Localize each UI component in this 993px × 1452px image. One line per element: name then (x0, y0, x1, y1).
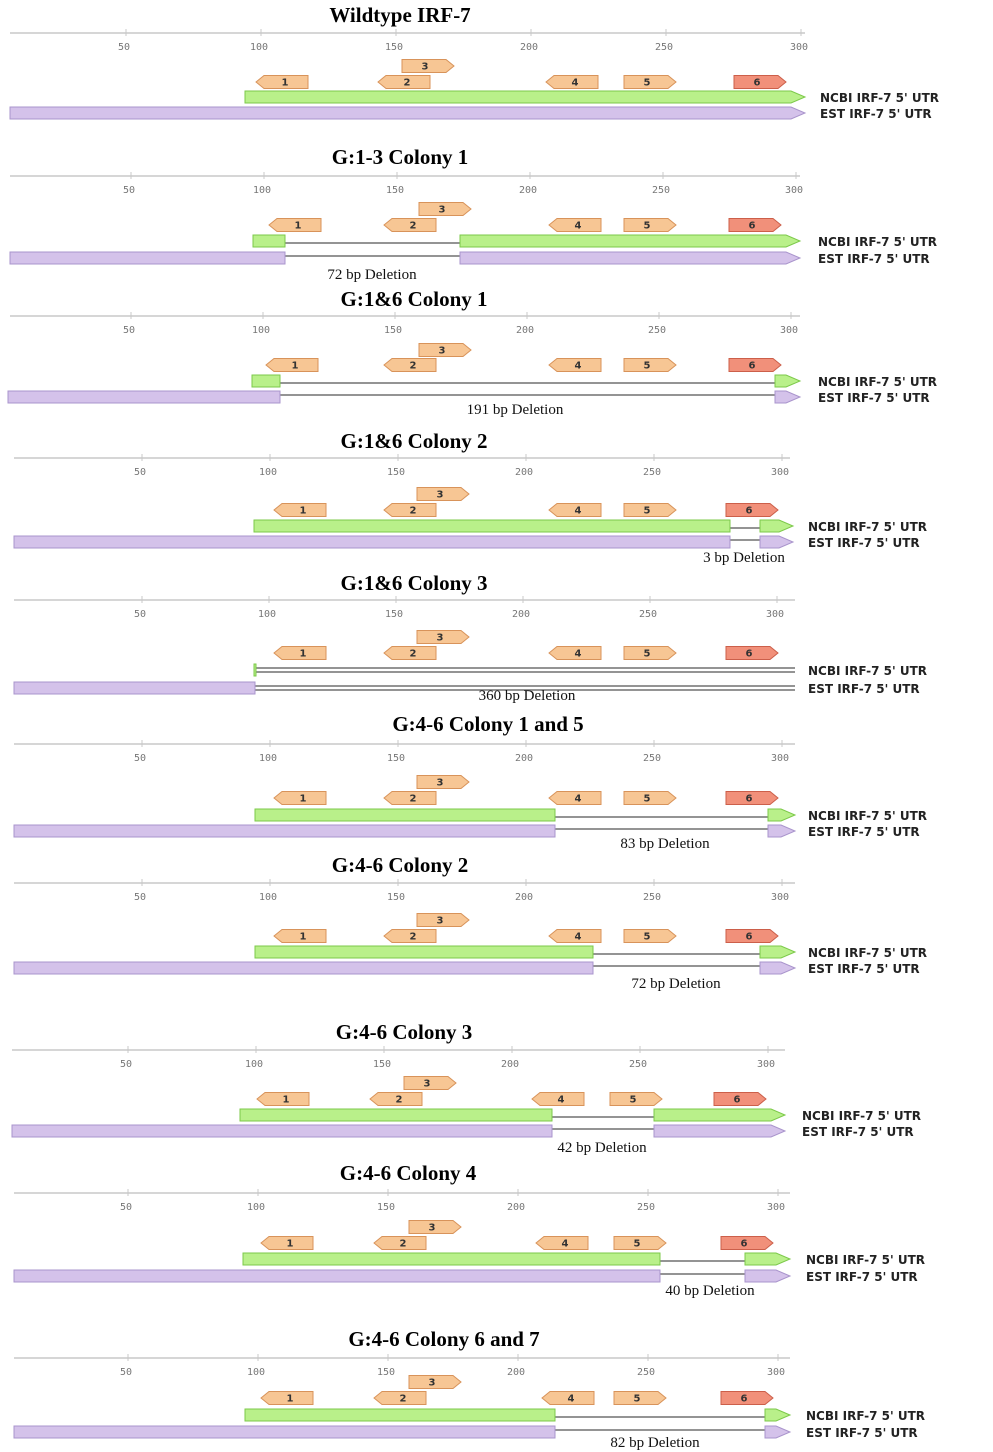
tick-label: 200 (518, 185, 538, 196)
primer-marker-label: 2 (399, 1238, 407, 1250)
tick-label: 50 (119, 1059, 133, 1070)
panel-8 (12, 1020, 921, 1156)
tick-label: 50 (122, 325, 136, 336)
ncbi-utr-segment (775, 375, 800, 387)
est-track-label: EST IRF-7 5' UTR (808, 682, 920, 696)
tick-label: 150 (383, 325, 403, 336)
panel-3 (8, 287, 937, 418)
est-utr-segment (765, 1426, 790, 1438)
est-utr-segment (12, 1125, 552, 1137)
primer-marker-label: 6 (748, 220, 756, 232)
est-track-label: EST IRF-7 5' UTR (808, 536, 920, 550)
tick-label: 150 (376, 1367, 396, 1378)
panel-6 (14, 712, 927, 852)
tick-label: 200 (514, 753, 534, 764)
est-track-label: EST IRF-7 5' UTR (818, 252, 930, 266)
tick-label: 250 (636, 1367, 656, 1378)
est-utr-segment (745, 1270, 790, 1282)
primer-marker-label: 4 (557, 1094, 565, 1106)
ncbi-utr-segment (245, 91, 805, 103)
panel-title: G:4-6 Colony 1 and 5 (392, 712, 584, 736)
primer-marker-label: 4 (561, 1238, 569, 1250)
tick-label: 250 (642, 467, 662, 478)
tick-label: 200 (514, 467, 534, 478)
tick-label: 50 (133, 609, 147, 620)
tick-label: 50 (133, 467, 147, 478)
tick-label: 100 (244, 1059, 264, 1070)
est-utr-segment (14, 1270, 660, 1282)
primer-marker-label: 2 (403, 77, 411, 89)
primer-marker-label: 4 (574, 505, 582, 517)
est-utr-segment (760, 962, 795, 974)
primer-marker-label: 5 (643, 220, 651, 232)
tick-label: 250 (647, 325, 667, 336)
panel-7 (14, 853, 927, 992)
primer-marker-label: 2 (409, 505, 417, 517)
ncbi-track-label: NCBI IRF-7 5' UTR (818, 235, 938, 249)
est-utr-segment (14, 825, 555, 837)
primer-marker-label: 6 (745, 505, 753, 517)
primer-marker-label: 4 (574, 220, 582, 232)
primer-marker-label: 3 (438, 204, 446, 216)
est-utr-segment (14, 536, 730, 548)
ncbi-utr-segment (255, 946, 593, 958)
ncbi-utr-segment (768, 809, 795, 821)
tick-label: 300 (756, 1059, 776, 1070)
primer-marker-label: 6 (740, 1238, 748, 1250)
primer-marker-label: 1 (299, 648, 307, 660)
est-utr-segment (768, 825, 795, 837)
primer-marker-label: 1 (291, 360, 299, 372)
tick-label: 250 (642, 753, 662, 764)
ncbi-track-label: NCBI IRF-7 5' UTR (820, 91, 940, 105)
primer-marker-label: 4 (574, 931, 582, 943)
primer-marker-label: 5 (633, 1393, 641, 1405)
ncbi-utr-segment (760, 946, 795, 958)
est-track-label: EST IRF-7 5' UTR (808, 962, 920, 976)
tick-label: 150 (386, 753, 406, 764)
tick-label: 200 (500, 1059, 520, 1070)
est-utr-segment (14, 682, 255, 694)
primer-marker-label: 5 (643, 77, 651, 89)
tick-label: 150 (386, 467, 406, 478)
ncbi-track-label: NCBI IRF-7 5' UTR (806, 1253, 926, 1267)
primer-marker-label: 4 (567, 1393, 575, 1405)
deletion-label: 72 bp Deletion (631, 976, 721, 992)
primer-marker-label: 3 (428, 1222, 436, 1234)
tick-label: 250 (628, 1059, 648, 1070)
tick-label: 250 (638, 609, 658, 620)
panel-title: G:4-6 Colony 3 (335, 1020, 473, 1044)
ncbi-utr-segment (765, 1409, 790, 1421)
tick-label: 200 (506, 1202, 526, 1213)
panel-9 (14, 1161, 925, 1299)
primer-marker-label: 4 (574, 793, 582, 805)
panel-title: G:1&6 Colony 1 (340, 287, 488, 311)
panel-4 (14, 429, 927, 566)
tick-label: 150 (376, 1202, 396, 1213)
ncbi-utr-segment (760, 520, 793, 532)
ncbi-track-label: NCBI IRF-7 5' UTR (802, 1109, 922, 1123)
tick-label: 100 (251, 325, 271, 336)
tick-label: 100 (249, 42, 269, 53)
tick-label: 150 (385, 185, 405, 196)
primer-marker-label: 4 (571, 77, 579, 89)
ncbi-track-label: NCBI IRF-7 5' UTR (806, 1409, 926, 1423)
primer-marker-label: 6 (740, 1393, 748, 1405)
primer-marker-label: 2 (409, 648, 417, 660)
tick-label: 150 (372, 1059, 392, 1070)
tick-label: 100 (258, 892, 278, 903)
primer-marker-label: 1 (286, 1238, 294, 1250)
panel-5 (14, 571, 927, 704)
tick-label: 100 (252, 185, 272, 196)
primer-marker-label: 1 (299, 793, 307, 805)
tick-label: 50 (133, 753, 147, 764)
tick-label: 100 (257, 609, 277, 620)
tick-label: 300 (784, 185, 804, 196)
tick-label: 300 (770, 892, 790, 903)
ncbi-utr-segment (254, 664, 256, 676)
ncbi-utr-segment (745, 1253, 790, 1265)
primer-marker-label: 3 (428, 1377, 436, 1389)
tick-label: 300 (766, 1367, 786, 1378)
ncbi-utr-segment (253, 235, 285, 247)
primer-marker-label: 6 (748, 360, 756, 372)
primer-marker-label: 2 (409, 931, 417, 943)
tick-label: 300 (765, 609, 785, 620)
ncbi-utr-segment (654, 1109, 785, 1121)
primer-marker-label: 5 (643, 360, 651, 372)
panel-title: G:1&6 Colony 3 (340, 571, 488, 595)
panel-title: G:1&6 Colony 2 (340, 429, 488, 453)
est-utr-segment (10, 107, 805, 119)
ncbi-utr-segment (255, 809, 555, 821)
primer-marker-label: 1 (299, 505, 307, 517)
primer-marker-label: 3 (436, 632, 444, 644)
primer-marker-label: 1 (286, 1393, 294, 1405)
est-utr-segment (760, 536, 793, 548)
est-track-label: EST IRF-7 5' UTR (808, 825, 920, 839)
tick-label: 100 (258, 467, 278, 478)
primer-marker-label: 3 (436, 489, 444, 501)
primer-marker-label: 3 (421, 61, 429, 73)
primer-marker-label: 1 (282, 1094, 290, 1106)
est-utr-segment (775, 391, 800, 403)
primer-marker-label: 2 (409, 220, 417, 232)
deletion-label: 72 bp Deletion (327, 267, 417, 283)
est-utr-segment (8, 391, 280, 403)
panel-title: Wildtype IRF-7 (329, 3, 471, 27)
primer-marker-label: 2 (409, 360, 417, 372)
tick-label: 50 (122, 185, 136, 196)
est-track-label: EST IRF-7 5' UTR (802, 1125, 914, 1139)
est-utr-segment (460, 252, 800, 264)
primer-marker-label: 6 (745, 648, 753, 660)
deletion-label: 82 bp Deletion (610, 1435, 700, 1451)
panel-title: G:1-3 Colony 1 (331, 145, 469, 169)
tick-label: 50 (119, 1367, 133, 1378)
est-utr-segment (14, 962, 593, 974)
ncbi-track-label: NCBI IRF-7 5' UTR (808, 520, 928, 534)
est-utr-segment (10, 252, 285, 264)
panel-1 (10, 3, 939, 121)
tick-label: 200 (511, 609, 531, 620)
primer-marker-label: 2 (395, 1094, 403, 1106)
tick-label: 250 (654, 42, 674, 53)
est-track-label: EST IRF-7 5' UTR (806, 1270, 918, 1284)
ncbi-utr-segment (240, 1109, 552, 1121)
est-track-label: EST IRF-7 5' UTR (818, 391, 930, 405)
primer-marker-label: 5 (643, 505, 651, 517)
tick-label: 300 (770, 467, 790, 478)
tick-label: 200 (519, 42, 539, 53)
tick-label: 250 (642, 892, 662, 903)
primer-marker-label: 3 (436, 915, 444, 927)
est-utr-segment (14, 1426, 555, 1438)
tick-label: 300 (779, 325, 799, 336)
ncbi-track-label: NCBI IRF-7 5' UTR (818, 375, 938, 389)
panel-10 (14, 1327, 925, 1451)
tick-label: 250 (651, 185, 671, 196)
tick-label: 200 (506, 1367, 526, 1378)
primer-marker-label: 1 (294, 220, 302, 232)
panel-title: G:4-6 Colony 2 (331, 853, 469, 877)
primer-marker-label: 5 (633, 1238, 641, 1250)
ncbi-track-label: NCBI IRF-7 5' UTR (808, 664, 928, 678)
primer-marker-label: 3 (423, 1078, 431, 1090)
primer-marker-label: 4 (574, 360, 582, 372)
primer-marker-label: 2 (409, 793, 417, 805)
tick-label: 100 (246, 1367, 266, 1378)
deletion-label: 3 bp Deletion (703, 550, 785, 566)
ncbi-utr-segment (245, 1409, 555, 1421)
tick-label: 250 (636, 1202, 656, 1213)
tick-label: 150 (384, 609, 404, 620)
tick-label: 50 (133, 892, 147, 903)
est-track-label: EST IRF-7 5' UTR (806, 1426, 918, 1440)
ncbi-track-label: NCBI IRF-7 5' UTR (808, 809, 928, 823)
primer-marker-label: 5 (643, 648, 651, 660)
deletion-label: 191 bp Deletion (466, 402, 564, 418)
primer-marker-label: 1 (299, 931, 307, 943)
primer-marker-label: 4 (574, 648, 582, 660)
tick-label: 150 (384, 42, 404, 53)
primer-marker-label: 1 (281, 77, 289, 89)
primer-marker-label: 5 (643, 931, 651, 943)
primer-marker-label: 5 (629, 1094, 637, 1106)
primer-marker-label: 3 (436, 777, 444, 789)
tick-label: 300 (766, 1202, 786, 1213)
ncbi-utr-segment (243, 1253, 660, 1265)
ncbi-utr-segment (460, 235, 800, 247)
tick-label: 150 (386, 892, 406, 903)
tick-label: 50 (119, 1202, 133, 1213)
ncbi-utr-segment (252, 375, 280, 387)
panel-title: G:4-6 Colony 6 and 7 (348, 1327, 540, 1351)
est-utr-segment (654, 1125, 785, 1137)
panel-2 (10, 145, 937, 283)
ncbi-utr-segment (254, 520, 730, 532)
deletion-label: 83 bp Deletion (620, 836, 710, 852)
primer-marker-label: 5 (643, 793, 651, 805)
tick-label: 200 (514, 892, 534, 903)
deletion-label: 360 bp Deletion (478, 688, 576, 704)
tick-label: 300 (770, 753, 790, 764)
tick-label: 100 (246, 1202, 266, 1213)
primer-marker-label: 6 (733, 1094, 741, 1106)
tick-label: 200 (515, 325, 535, 336)
deletion-label: 42 bp Deletion (557, 1140, 647, 1156)
primer-marker-label: 6 (753, 77, 761, 89)
primer-marker-label: 6 (745, 793, 753, 805)
est-track-label: EST IRF-7 5' UTR (820, 107, 932, 121)
primer-marker-label: 3 (438, 345, 446, 357)
primer-marker-label: 2 (399, 1393, 407, 1405)
panel-title: G:4-6 Colony 4 (339, 1161, 477, 1185)
ncbi-track-label: NCBI IRF-7 5' UTR (808, 946, 928, 960)
tick-label: 300 (789, 42, 809, 53)
primer-marker-label: 6 (745, 931, 753, 943)
tick-label: 100 (258, 753, 278, 764)
tick-label: 50 (117, 42, 131, 53)
deletion-label: 40 bp Deletion (665, 1283, 755, 1299)
